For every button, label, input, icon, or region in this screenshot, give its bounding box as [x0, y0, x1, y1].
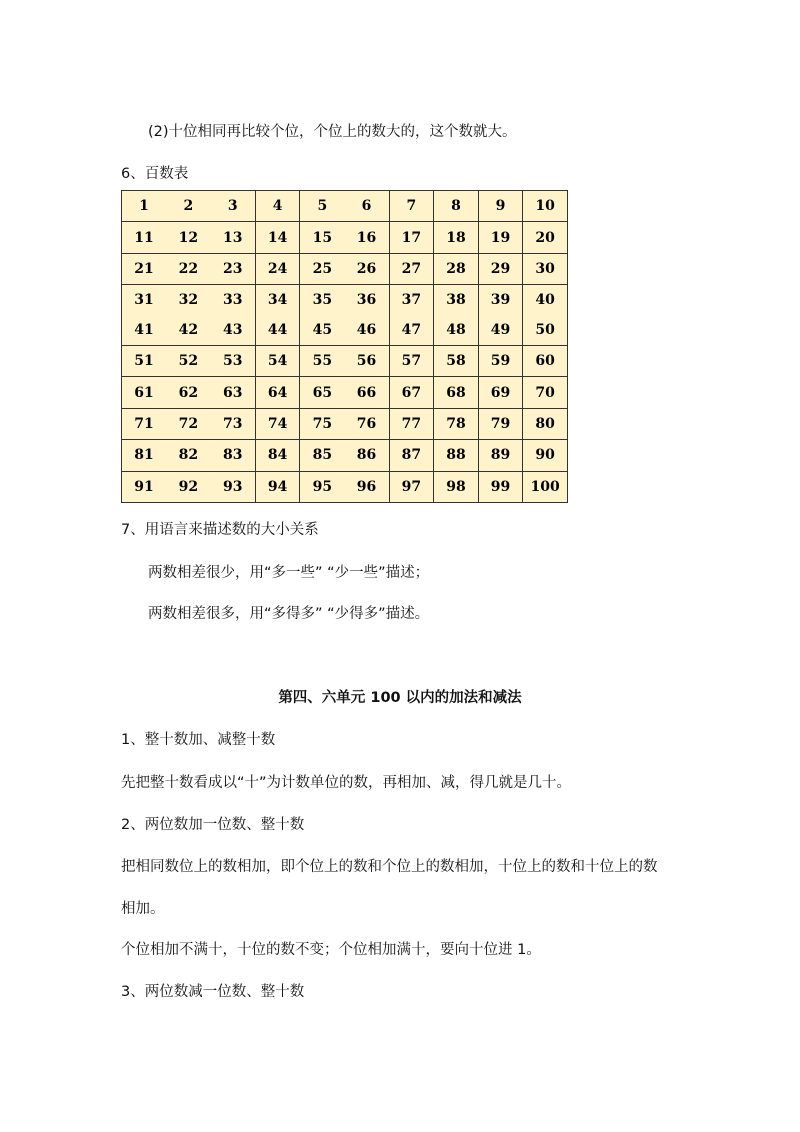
chart-cell: 31 [122, 285, 167, 315]
chart-cell: 77 [389, 408, 434, 439]
chart-cell: 22 [166, 253, 211, 284]
chart-cell: 3 [211, 191, 256, 222]
chart-cell: 88 [434, 440, 479, 471]
chart-cell: 93 [211, 471, 256, 502]
chart-cell: 39 [478, 285, 523, 315]
chart-cell: 14 [255, 222, 300, 253]
language-section-heading: 7、用语言来描述数的大小关系 [121, 522, 319, 538]
chart-cell: 27 [389, 253, 434, 284]
chart-cell: 9 [478, 191, 523, 222]
chart-cell: 68 [434, 377, 479, 408]
chart-row [122, 471, 568, 502]
chart-cell: 47 [389, 315, 434, 345]
chart-cell: 83 [211, 440, 256, 471]
chart-cell: 53 [211, 346, 256, 377]
chart-row [122, 346, 568, 377]
chart-row [122, 285, 568, 315]
chart-cell: 35 [300, 285, 345, 315]
chart-cell: 5 [300, 191, 345, 222]
chart-cell: 57 [389, 346, 434, 377]
chart-cell: 54 [255, 346, 300, 377]
chart-cell: 1 [122, 191, 167, 222]
chart-cell: 58 [434, 346, 479, 377]
chart-cell: 40 [523, 285, 568, 315]
chart-cell: 74 [255, 408, 300, 439]
chart-cell: 76 [344, 408, 389, 439]
chart-cell: 19 [478, 222, 523, 253]
chart-cell: 6 [344, 191, 389, 222]
chart-cell: 24 [255, 253, 300, 284]
chart-cell: 42 [166, 315, 211, 345]
language-line-1: 两数相差很少，用“多一些” “少一些”描述； [148, 565, 430, 581]
chart-row [122, 315, 568, 345]
chart-cell: 100 [523, 471, 568, 502]
item-3-heading: 3、两位数减一位数、整十数 [121, 984, 305, 1000]
chart-row [122, 222, 568, 253]
item-2-text-c: 个位相加不满十，十位的数不变；个位相加满十，要向十位进 1。 [121, 942, 541, 958]
chart-cell: 72 [166, 408, 211, 439]
chart-cell: 52 [166, 346, 211, 377]
chart-cell: 59 [478, 346, 523, 377]
chart-cell: 10 [523, 191, 568, 222]
chart-cell: 48 [434, 315, 479, 345]
compare-rule-2: (2)十位相同再比较个位，个位上的数大的，这个数就大。 [148, 124, 517, 140]
chart-cell: 36 [344, 285, 389, 315]
chart-cell: 38 [434, 285, 479, 315]
chart-cell: 46 [344, 315, 389, 345]
chart-cell: 85 [300, 440, 345, 471]
chart-cell: 70 [523, 377, 568, 408]
chart-cell: 86 [344, 440, 389, 471]
chart-cell: 98 [434, 471, 479, 502]
chart-cell: 49 [478, 315, 523, 345]
chart-cell: 73 [211, 408, 256, 439]
chart-cell: 18 [434, 222, 479, 253]
chart-cell: 96 [344, 471, 389, 502]
chart-cell: 44 [255, 315, 300, 345]
unit-title: 第四、六单元 100 以内的加法和减法 [278, 690, 522, 706]
chart-cell: 91 [122, 471, 167, 502]
chart-cell: 84 [255, 440, 300, 471]
chart-cell: 16 [344, 222, 389, 253]
chart-cell: 25 [300, 253, 345, 284]
chart-cell: 30 [523, 253, 568, 284]
chart-cell: 79 [478, 408, 523, 439]
chart-cell: 34 [255, 285, 300, 315]
chart-cell: 29 [478, 253, 523, 284]
chart-cell: 4 [255, 191, 300, 222]
chart-row [122, 377, 568, 408]
chart-cell: 20 [523, 222, 568, 253]
chart-cell: 90 [523, 440, 568, 471]
chart-cell: 43 [211, 315, 256, 345]
item-1-heading: 1、整十数加、减整十数 [121, 732, 276, 748]
chart-cell: 63 [211, 377, 256, 408]
chart-cell: 80 [523, 408, 568, 439]
chart-cell: 17 [389, 222, 434, 253]
chart-cell: 55 [300, 346, 345, 377]
chart-cell: 51 [122, 346, 167, 377]
chart-cell: 71 [122, 408, 167, 439]
chart-cell: 87 [389, 440, 434, 471]
chart-cell: 32 [178, 292, 199, 309]
chart-cell: 21 [122, 253, 167, 284]
item-2-text-b: 相加。 [121, 901, 165, 917]
chart-cell: 89 [478, 440, 523, 471]
chart-cell: 92 [166, 471, 211, 502]
chart-cell: 61 [122, 377, 167, 408]
chart-cell: 15 [300, 222, 345, 253]
chart-cell: 75 [300, 408, 345, 439]
hundred-chart-heading: 6、百数表 [121, 166, 189, 182]
chart-cell: 11 [122, 222, 167, 253]
chart-row [122, 408, 568, 439]
chart-cell: 56 [344, 346, 389, 377]
chart-cell: 82 [166, 440, 211, 471]
chart-cell: 97 [389, 471, 434, 502]
chart-cell: 66 [344, 377, 389, 408]
chart-cell: 23 [211, 253, 256, 284]
chart-cell: 28 [434, 253, 479, 284]
chart-cell: 12 [166, 222, 211, 253]
chart-cell: 45 [300, 315, 345, 345]
chart-row [122, 191, 568, 222]
chart-cell: 81 [122, 440, 167, 471]
chart-cell: 99 [478, 471, 523, 502]
chart-cell: 95 [300, 471, 345, 502]
chart-cell: 67 [389, 377, 434, 408]
item-2-heading: 2、两位数加一位数、整十数 [121, 817, 305, 833]
language-line-2: 两数相差很多，用“多得多” “少得多”描述。 [148, 606, 430, 622]
chart-cell: 13 [211, 222, 256, 253]
chart-cell: 2 [166, 191, 211, 222]
chart-cell: 60 [523, 346, 568, 377]
chart-cell: 33 [211, 285, 256, 315]
chart-cell: 8 [434, 191, 479, 222]
chart-cell: 62 [166, 377, 211, 408]
chart-cell: 7 [389, 191, 434, 222]
item-1-text: 先把整十数看成以“十”为计数单位的数，再相加、减，得几就是几十。 [121, 775, 572, 791]
hundred-chart-table [121, 190, 568, 503]
chart-cell: 26 [344, 253, 389, 284]
chart-cell: 64 [255, 377, 300, 408]
chart-row [122, 440, 568, 471]
chart-cell: 41 [122, 315, 167, 345]
chart-cell: 65 [300, 377, 345, 408]
chart-cell: 94 [255, 471, 300, 502]
chart-cell: 78 [434, 408, 479, 439]
chart-cell: 50 [523, 315, 568, 345]
chart-row [122, 253, 568, 284]
chart-cell: 69 [478, 377, 523, 408]
chart-cell: 37 [389, 285, 434, 315]
item-2-text-a: 把相同数位上的数相加，即个位上的数和个位上的数相加，十位上的数和十位上的数 [121, 859, 658, 875]
